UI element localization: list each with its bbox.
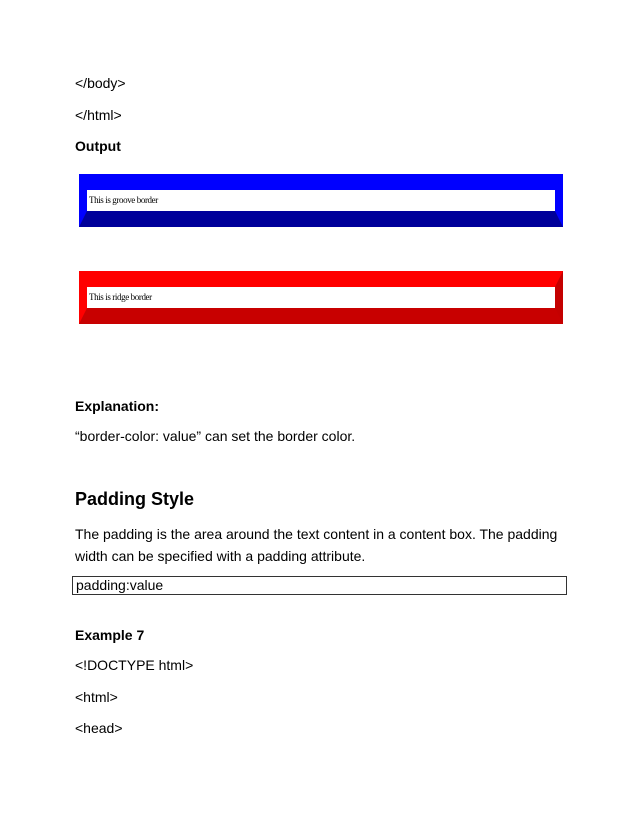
code-line-head-open: <head>	[75, 720, 123, 736]
code-line-body-close: </body>	[75, 75, 126, 91]
code-line-html-close: </html>	[75, 107, 122, 123]
code-line-html-open: <html>	[75, 689, 118, 705]
ridge-border-demo-box	[79, 271, 563, 324]
ridge-border-demo-text: This is ridge border	[89, 292, 152, 302]
padding-description: The padding is the area around the text content in a content box. The padding width can be specified with a padding attribute.	[75, 526, 558, 564]
explanation-text: “border-color: value” can set the border color.	[75, 428, 356, 444]
groove-border-demo-text: This is groove border	[89, 195, 158, 205]
output-label: Output	[75, 138, 121, 154]
padding-syntax-box: padding:value	[72, 576, 567, 595]
groove-border-demo-box	[79, 174, 563, 227]
example-label: Example 7	[75, 627, 145, 643]
section-heading-padding-style: Padding Style	[75, 489, 195, 509]
explanation-label: Explanation:	[75, 398, 160, 414]
code-line-doctype: <!DOCTYPE html>	[75, 657, 194, 673]
